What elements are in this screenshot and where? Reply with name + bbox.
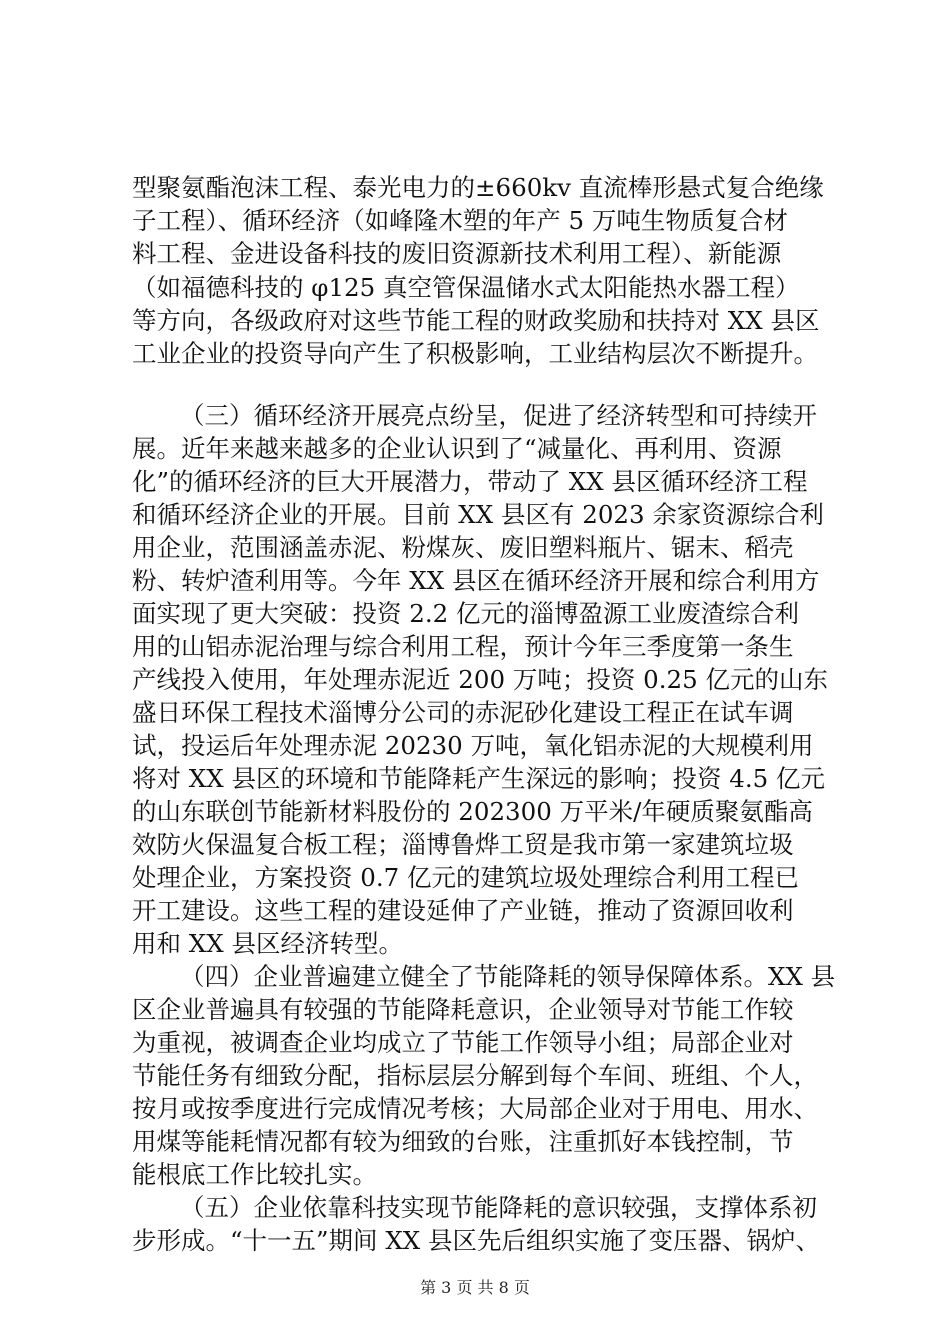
text-line: 效防火保温复合板工程；淄博鲁烨工贸是我市第一家建筑垃圾: [132, 830, 794, 859]
text-line: 用和 XX 县区经济转型。: [132, 929, 403, 958]
text-line: 和循环经济企业的开展。目前 XX 县区有 2023 余家资源综合利: [132, 500, 824, 529]
text-line: 按月或按季度进行完成情况考核；大局部企业对于用电、用水、: [132, 1094, 818, 1123]
text-line: 粉、转炉渣利用等。今年 XX 县区在循环经济开展和综合利用方: [132, 566, 820, 595]
text-line: 用企业，范围涵盖赤泥、粉煤灰、废旧塑料瓶片、锯末、稻壳: [132, 533, 794, 562]
text-line: 料工程、金进设备科技的废旧资源新技术利用工程）、新能源: [132, 239, 782, 268]
text-line: 用的山铝赤泥治理与综合利用工程，预计今年三季度第一条生: [132, 632, 794, 661]
text-line: 用煤等能耗情况都有较为细致的台账，注重抓好本钱控制，节: [132, 1127, 794, 1156]
text-line: 节能任务有细致分配，指标层层分解到每个车间、班组、个人，: [132, 1061, 818, 1090]
text-line: （五）企业依靠科技实现节能降耗的意识较强，支撑体系初: [180, 1193, 817, 1222]
text-line: 将对 XX 县区的环境和节能降耗产生深远的影响；投资 4.5 亿元: [132, 764, 825, 793]
text-line: 区企业普遍具有较强的节能降耗意识，企业领导对节能工作较: [132, 995, 794, 1024]
text-line: 化”的循环经济的巨大开展潜力，带动了 XX 县区循环经济工程: [132, 467, 808, 496]
text-line: 处理企业，方案投资 0.7 亿元的建筑垃圾处理综合利用工程已: [132, 863, 800, 892]
text-line: 子工程）、循环经济（如峰隆木塑的年产 5 万吨生物质复合材: [132, 206, 788, 235]
text-line: 步形成。“十一五”期间 XX 县区先后组织实施了变压器、锅炉、: [132, 1226, 821, 1255]
text-line: 工业企业的投资导向产生了积极影响，工业结构层次不断提升。: [132, 339, 818, 368]
text-line: （如福德科技的 φ125 真空管保温储水式太阳能热水器工程）: [132, 273, 800, 302]
text-line: 的山东联创节能新材料股份的 202300 万平米/年硬质聚氨酯高: [132, 797, 813, 826]
text-line: 开工建设。这些工程的建设延伸了产业链，推动了资源回收利: [132, 896, 794, 925]
page-number-footer: 第 3 页 共 8 页: [420, 1278, 530, 1297]
text-line: （四）企业普遍建立健全了节能降耗的领导保障体系。XX 县: [180, 962, 836, 991]
text-line: 能根底工作比较扎实。: [132, 1160, 377, 1189]
text-line: 盛日环保工程技术淄博分公司的赤泥砂化建设工程正在试车调: [132, 698, 794, 727]
text-line: 等方向，各级政府对这些节能工程的财政奖励和扶持对 XX 县区: [132, 306, 820, 335]
text-line: 型聚氨酯泡沫工程、泰光电力的±660kv 直流棒形悬式复合绝缘: [132, 173, 824, 202]
text-line: （三）循环经济开展亮点纷呈，促进了经济转型和可持续开: [180, 401, 817, 430]
text-line: 展。近年来越来越多的企业认识到了“减量化、再利用、资源: [132, 434, 782, 463]
text-line: 产线投入使用，年处理赤泥近 200 万吨；投资 0.25 亿元的山东: [132, 665, 828, 694]
text-line: 为重视，被调查企业均成立了节能工作领导小组；局部企业对: [132, 1028, 794, 1057]
text-line: 面实现了更大突破：投资 2.2 亿元的淄博盈源工业废渣综合利: [132, 599, 800, 628]
text-line: 试，投运后年处理赤泥 20230 万吨，氧化铝赤泥的大规模利用: [132, 731, 814, 760]
